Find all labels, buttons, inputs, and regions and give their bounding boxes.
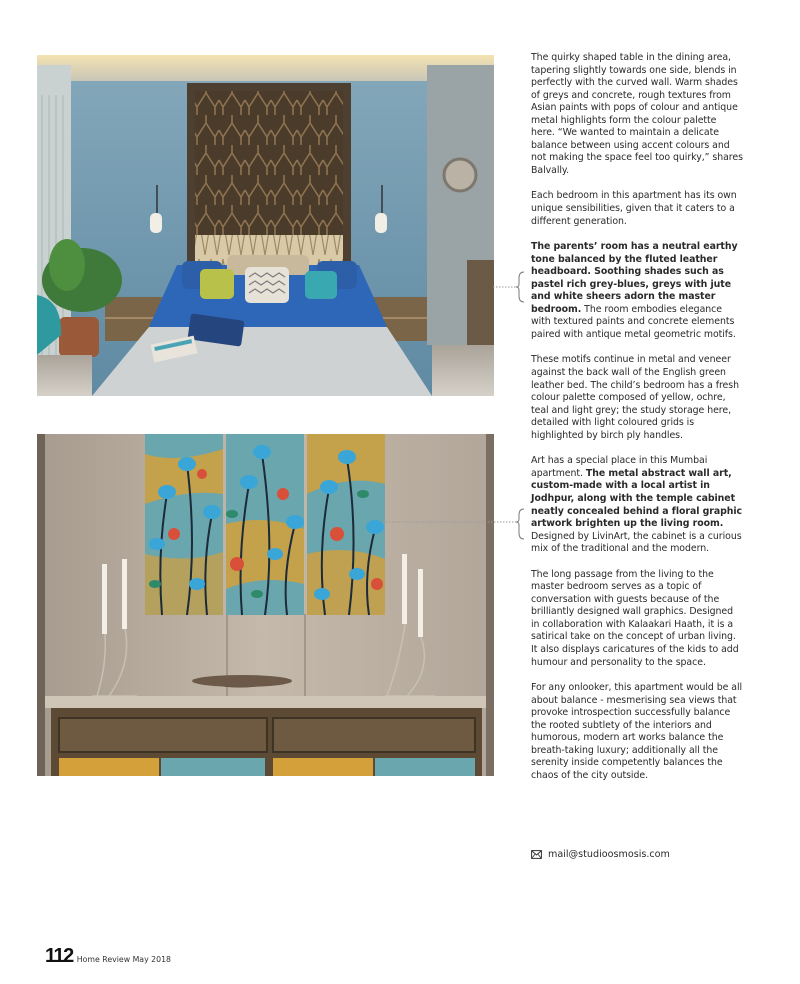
paragraph: Each bedroom in this apartment has its own unique sensibilities, given that it caters to a different generation. [531, 190, 737, 227]
paragraph: These motifs continue in metal and veneer against the back wall of the English green leather bed. The child’s bedroom has a fresh colour palette composed of yellow, ochre, teal and light grey; the study storage here, detailed with light coloured grids is highlighted by birch ply handles. [531, 354, 740, 441]
paragraph: The long passage from the living to the master bedroom serves as a topic of conversation with guests because of the brilliantly designed wall graphics. Designed in collaboration with Kalaakari Haath, it is a satirical take on the concept of urban living. It also displays caricatures of the kids to add humour and personality to the space. [531, 568, 739, 668]
magazine-issue: Home Review May 2018 [76, 955, 172, 964]
email-address[interactable]: mail@studioosmosis.com [548, 849, 670, 860]
page-footer [45, 945, 171, 968]
contact-email[interactable] [531, 849, 670, 860]
living-room-art-photo [37, 434, 494, 776]
paragraph: Art has a special place in this Mumbai apartment. The metal abstract wall art, custom-made with a local artist in Jodhpur, along with the temple cabinet neatly concealed behind a floral graphic artwork brighten up the living room. Designed by LivinArt, the cabinet is a curious mix of the traditional and the modern. [531, 455, 743, 555]
paragraph: The quirky shaped table in the dining area, tapering slightly towards one side, blends in perfectly with the curved wall. Warm shades of greys and concrete, rough textures from Asian paints with pops of colour and antique metal highlights form the colour palette here. “We wanted to maintain a delicate balance between using accent colours and not making the space feel too quirky,” shares Balvally. [531, 52, 743, 176]
highlighted-text: The parents’ room has a neutral earthy tone balanced by the fluted leather headboard. Soothing shades such as pastel rich grey-blues, greys with jute and white sheers adorn the master bedroom. [531, 241, 738, 315]
mail-icon [531, 850, 542, 859]
page-number: 112 [45, 945, 73, 967]
article-body [531, 52, 743, 795]
bedroom-photo [37, 55, 494, 396]
callout-bracket [493, 270, 533, 304]
paragraph: The parents’ room has a neutral earthy tone balanced by the fluted leather headboard. Soothing shades such as pastel rich grey-blues, greys with jute and white sheers adorn the master bedroom. The room embodies elegance with textured paints and concrete elements paired with antique metal geometric motifs. [531, 241, 738, 340]
callout-bracket [383, 508, 533, 540]
paragraph: For any onlooker, this apartment would be all about balance - mesmerising sea views that provoke introspection successfully balance the rooted subtlety of the interiors and humorous, modern art works balance the breath-taking luxury; additionally all the serenity inside competently balances the chaos of the city outside. [531, 682, 743, 781]
highlighted-text: The metal abstract wall art, custom-made with a local artist in Jodhpur, along with the temple cabinet neatly concealed behind a floral graphic artwork brighten up the living room. [531, 467, 743, 530]
